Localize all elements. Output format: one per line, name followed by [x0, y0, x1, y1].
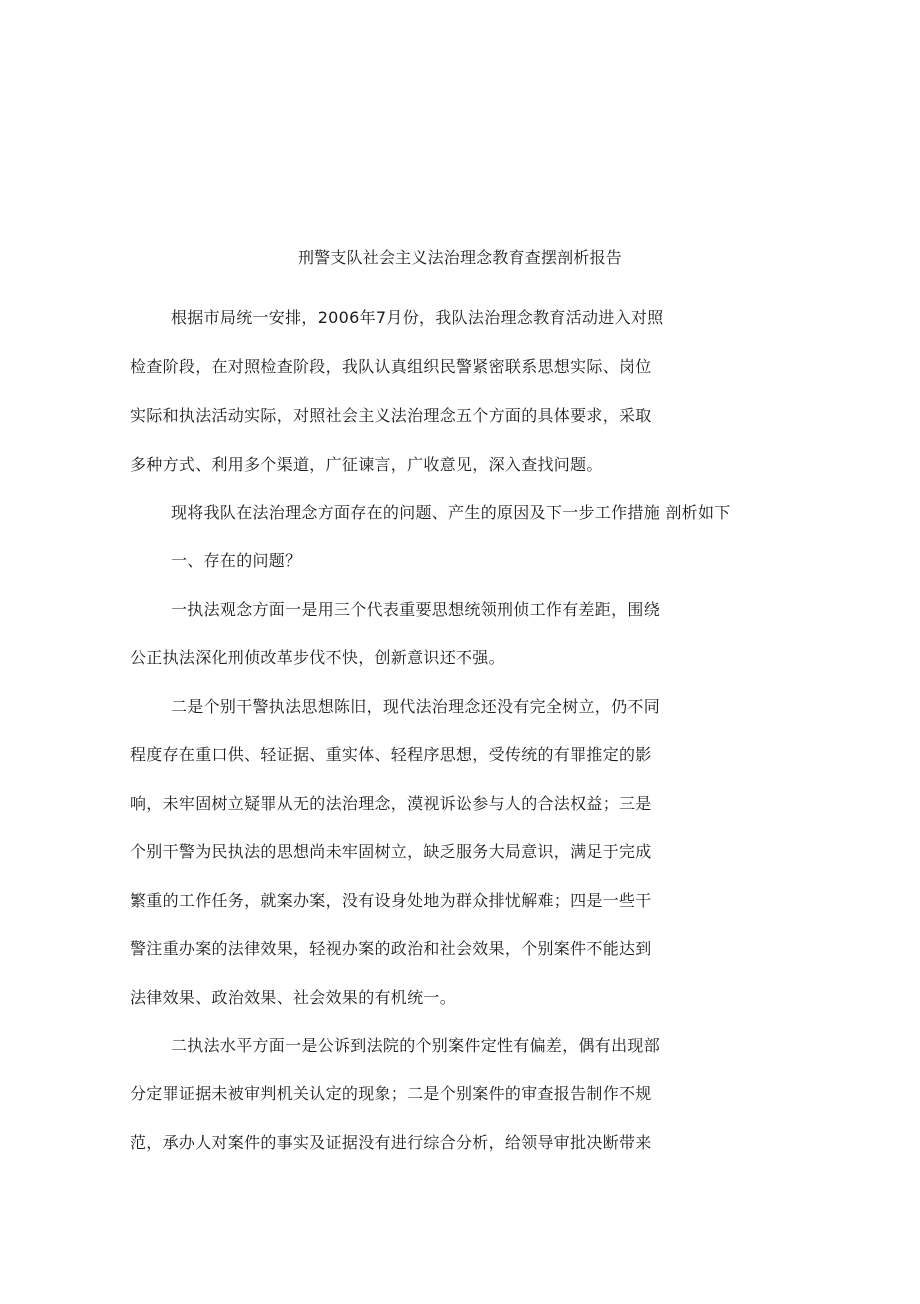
paragraph-line: 现将我队在法治理念方面存在的问题、产生的原因及下一步工作措施 剖析如下 [171, 503, 731, 522]
paragraph-line: 繁重的工作任务，就案办案，没有设身处地为群众排忧解难；四是一些干 [130, 891, 652, 910]
paragraph-line: 范，承办人对案件的事实及证据没有进行综合分析，给领导审批决断带来 [130, 1133, 652, 1152]
paragraph-line: 检查阶段，在对照检查阶段，我队认真组织民警紧密联系思想实际、岗位 [130, 357, 652, 376]
paragraph-line: 多种方式、利用多个渠道，广征谏言，广收意见，深入查找问题。 [130, 455, 603, 474]
paragraph-line: 二执法水平方面一是公诉到法院的个别案件定性有偏差，偶有出现部 [171, 1036, 661, 1055]
paragraph-line: 二是个别干警执法思想陈旧，现代法治理念还没有完全树立，仍不同 [171, 697, 661, 716]
paragraph-line: 实际和执法活动实际，对照社会主义法治理念五个方面的具体要求，采取 [130, 406, 652, 425]
paragraph-line: 一执法观念方面一是用三个代表重要思想统领刑侦工作有差距，围绕 [171, 600, 661, 619]
paragraph-line: 根据市局统一安排，2006年7月份，我队法治理念教育活动进入对照 [171, 308, 664, 327]
document-title: 刑警支队社会主义法治理念教育查摆剖析报告 [297, 248, 622, 267]
paragraph-line: 个别干警为民执法的思想尚未牢固树立，缺乏服务大局意识，满足于完成 [130, 842, 652, 861]
section-heading: 一、存在的问题？ [171, 551, 302, 570]
paragraph-line: 公正执法深化刑侦改革步伐不快，创新意识还不强。 [130, 648, 505, 667]
paragraph-line: 法律效果、政治效果、社会效果的有机统一。 [130, 988, 457, 1007]
paragraph-line: 响，未牢固树立疑罪从无的法治理念，漠视诉讼参与人的合法权益；三是 [130, 794, 652, 813]
paragraph-line: 警注重办案的法律效果，轻视办案的政治和社会效果，个别案件不能达到 [130, 939, 652, 958]
paragraph-line: 程度存在重口供、轻证据、重实体、轻程序思想，受传统的有罪推定的影 [130, 745, 652, 764]
paragraph-line: 分定罪证据未被审判机关认定的现象；二是个别案件的审查报告制作不规 [130, 1084, 652, 1103]
